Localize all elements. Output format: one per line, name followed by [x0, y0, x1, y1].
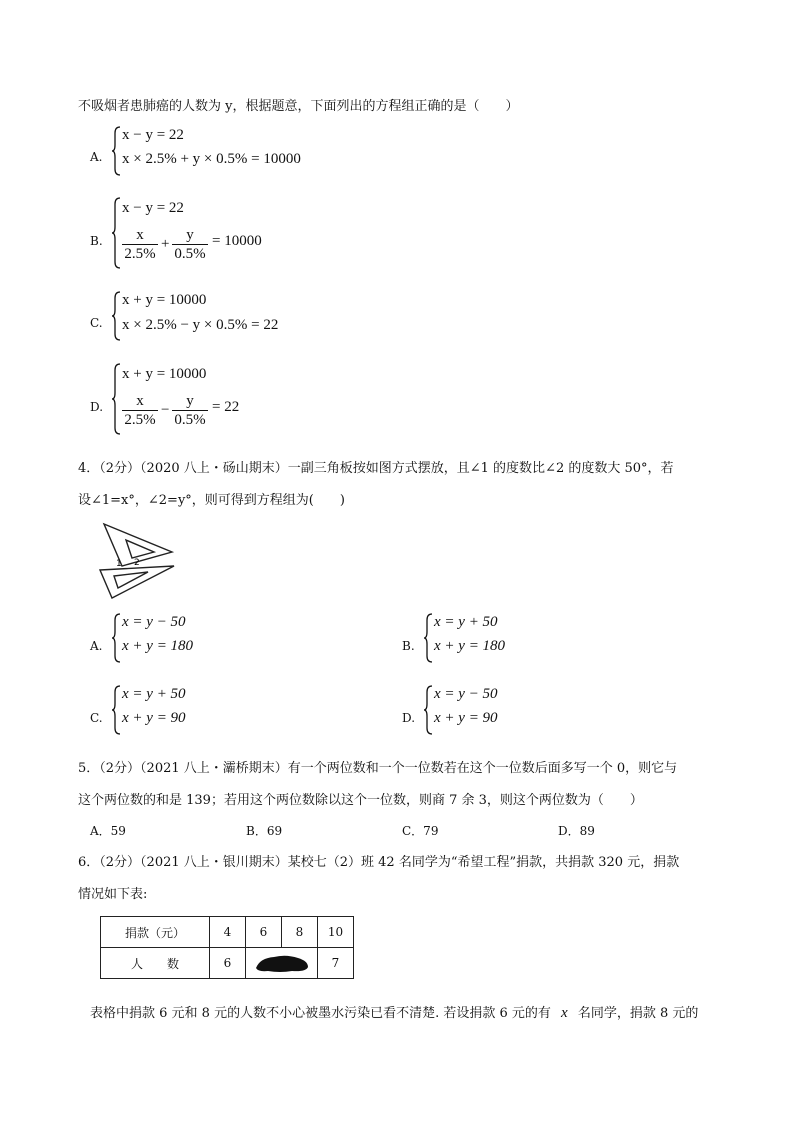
- table-cell: 6: [246, 917, 282, 948]
- q3-option-c-system: [112, 290, 332, 342]
- q4-option-c-eq2: x + y = 90: [122, 710, 186, 726]
- q4-option-c-label: C.: [90, 711, 103, 725]
- q4-option-d-eq1: x = y − 50: [434, 686, 498, 702]
- q4-option-c-system: [112, 684, 252, 736]
- table-row: [101, 917, 354, 948]
- q4-option-b-eq2: x + y = 180: [434, 638, 506, 654]
- q6-line-3-start: 表格中捐款 6 元和 8 元的人数不小心被墨水污染已看不清楚. 若设捐款 6 元的有: [90, 1006, 551, 1021]
- q4-option-b-eq1: x = y + 50: [434, 614, 498, 630]
- brace-icon: [112, 362, 122, 436]
- q4-line-1: 4．（2分）（2020 八上・砀山期末）一副三角板按如图方式摆放，且∠1 的度数比∠2 的度数大 50°，若: [78, 461, 674, 476]
- q3-option-b-label: B.: [90, 234, 103, 248]
- ink-smudge-cell: [246, 948, 318, 979]
- q4-option-a-eq2: x + y = 180: [122, 638, 194, 654]
- q4-option-d-eq2: x + y = 90: [434, 710, 498, 726]
- q3-option-d-system: [112, 362, 332, 436]
- brace-icon: [112, 125, 122, 177]
- q4-line-2: 设∠1=x°，∠2=y°，则可得到方程组为( ): [78, 493, 345, 508]
- q3-option-b-operator: +: [161, 236, 170, 252]
- q4-option-b-system: [424, 612, 564, 664]
- q5-choice-d: D．89: [558, 824, 595, 838]
- table-cell: 4: [210, 917, 246, 948]
- q5-choice-c: C．79: [402, 824, 439, 838]
- q3-option-d-label: D.: [90, 400, 104, 414]
- fraction-numerator: y: [186, 393, 194, 409]
- fraction-numerator: y: [186, 227, 194, 243]
- figure-label-2: 2: [134, 558, 140, 568]
- q3-option-b-rhs: = 10000: [212, 233, 262, 249]
- q4-option-a-eq1: x = y − 50: [122, 614, 186, 630]
- brace-icon: [112, 684, 122, 736]
- q4-option-a-system: [112, 612, 252, 664]
- figure-label-1: 1: [116, 559, 122, 569]
- q6-line-3: [90, 1004, 698, 1023]
- table-header-cell: 人 数: [101, 948, 210, 979]
- q4-option-b-label: B.: [402, 639, 415, 653]
- q3-option-d-eq1: x + y = 10000: [122, 366, 207, 382]
- brace-icon: [112, 290, 122, 342]
- brace-icon: [424, 684, 434, 736]
- q3-option-c-label: C.: [90, 316, 103, 330]
- q3-intro: 不吸烟者患肺癌的人数为 y，根据题意，下面列出的方程组正确的是（ ）: [78, 99, 519, 114]
- q3-option-d-rhs: = 22: [212, 399, 240, 415]
- q4-option-c-eq1: x = y + 50: [122, 686, 186, 702]
- q4-option-a-label: A.: [90, 639, 103, 653]
- q4-option-d-label: D.: [402, 711, 416, 725]
- q5-choice-a: A．59: [90, 824, 126, 838]
- q3-option-b-eq1: x − y = 22: [122, 200, 184, 216]
- q6-line-1: 6．（2分）（2021 八上・银川期末）某校七（2）班 42 名同学为“希望工程”捐款，共捐款 320 元，捐款: [78, 855, 680, 870]
- table-cell: 8: [282, 917, 318, 948]
- ink-blot-icon: [252, 952, 312, 974]
- q3-option-a-label: A.: [90, 150, 103, 164]
- q3-option-b-fraction-2: [172, 226, 208, 263]
- q3-option-d-fraction-1: [122, 392, 158, 429]
- q3-option-a-eq2: x × 2.5% + y × 0.5% = 10000: [122, 151, 301, 167]
- table-cell: 7: [318, 948, 354, 979]
- q3-option-d-operator: −: [161, 402, 170, 418]
- triangle-rulers-figure: [96, 522, 182, 602]
- fraction-denominator: 2.5%: [124, 412, 156, 428]
- q3-option-d-fraction-2: [172, 392, 208, 429]
- q3-option-c-eq1: x + y = 10000: [122, 292, 207, 308]
- q6-line-3-end: 名同学，捐款 8 元的: [577, 1006, 699, 1021]
- brace-icon: [112, 196, 122, 270]
- fraction-denominator: 2.5%: [124, 246, 156, 262]
- q5-choice-b: B．69: [246, 824, 283, 838]
- table-row: [101, 948, 354, 979]
- q3-option-a-system: [112, 125, 332, 177]
- variable-x: x: [561, 1005, 568, 1021]
- table-cell: 6: [210, 948, 246, 979]
- brace-icon: [424, 612, 434, 664]
- brace-icon: [112, 612, 122, 664]
- donation-table: [100, 916, 354, 979]
- table-cell: 10: [318, 917, 354, 948]
- fraction-denominator: 0.5%: [174, 246, 206, 262]
- q3-option-b-fraction-1: [122, 226, 158, 263]
- q5-line-1: 5．（2分）（2021 八上・灞桥期末）有一个两位数和一个一位数若在这个一位数后面多写一个 0，则它与: [78, 761, 678, 776]
- q5-line-2: 这个两位数的和是 139；若用这个两位数除以这个一位数，则商 7 余 3，则这个两位数为（ ）: [78, 793, 643, 808]
- q6-line-2: 情况如下表:: [78, 887, 148, 902]
- q3-option-b-system: [112, 196, 332, 270]
- fraction-denominator: 0.5%: [174, 412, 206, 428]
- fraction-numerator: x: [136, 227, 144, 243]
- fraction-numerator: x: [136, 393, 144, 409]
- q4-option-d-system: [424, 684, 564, 736]
- table-header-cell: 捐款（元）: [101, 917, 210, 948]
- q3-option-c-eq2: x × 2.5% − y × 0.5% = 22: [122, 317, 279, 333]
- q3-option-a-eq1: x − y = 22: [122, 127, 184, 143]
